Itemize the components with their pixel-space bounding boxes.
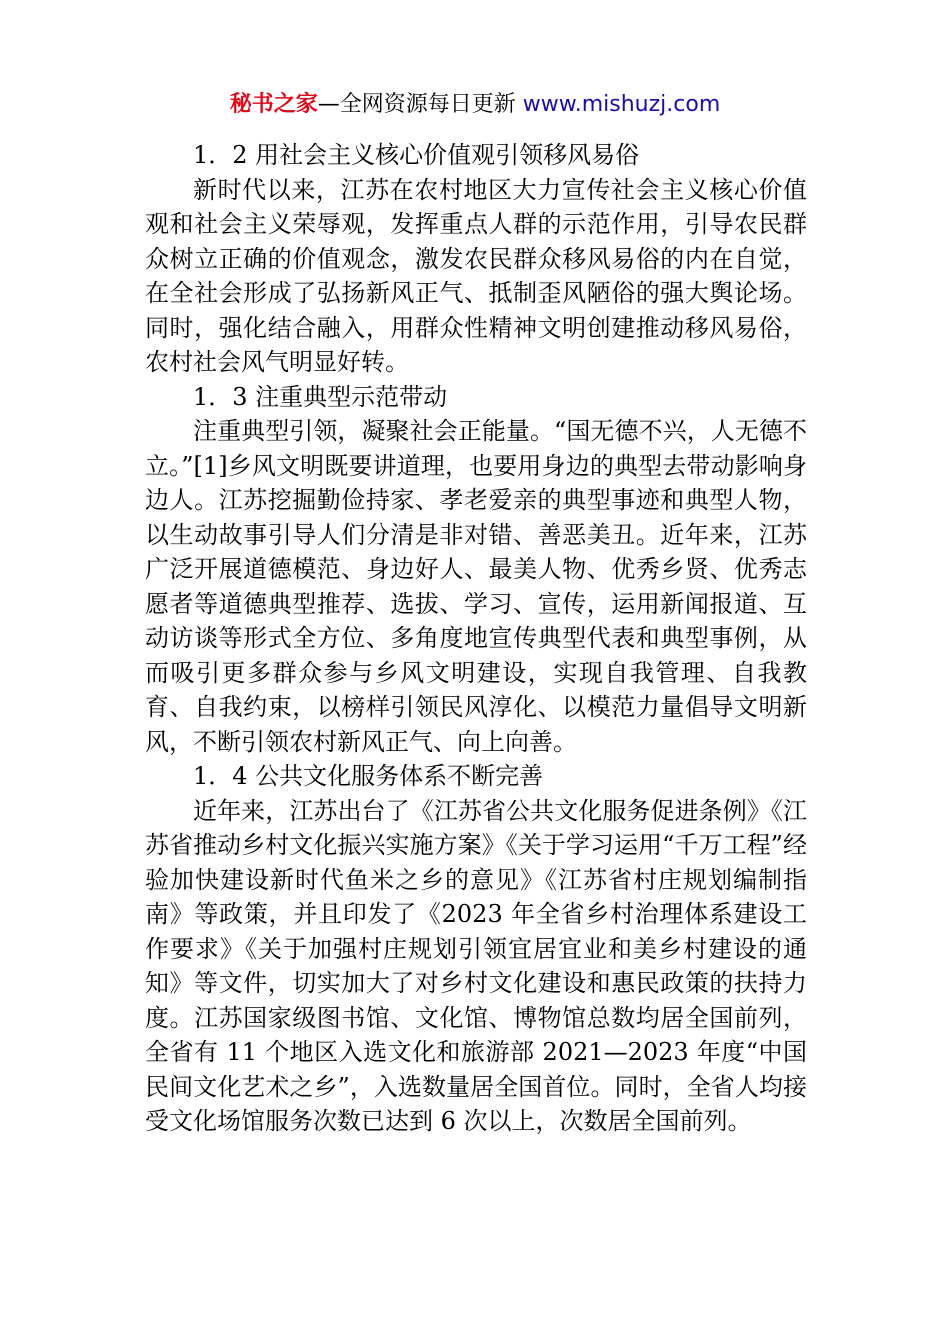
- section-heading-1-3: 1．3 注重典型示范带动: [193, 382, 448, 411]
- paragraph-1-4: 近年来，江苏出台了《江苏省公共文化服务促进条例》《江苏省推动乡村文化振兴实施方案》《关于学习运用“千万工程”经验加快建设新时代鱼米之乡的意见》《江苏省村庄规划编制指南》等政策，并且印发了《2023 年全省乡村治理体系建设工作要求》《关于加强村庄规划引领宜居宜业和美乡村建设的通知》等文件，切实加大了对乡村文化建设和惠民政策的扶持力度。江苏国家级图书馆、文化馆、博物馆总数均居全国前列，全省有 11 个地区入选文化和旅游部 2021—2023 年度“中国民间文化艺术之乡”，入选数量居全国首位。同时，全省人均接受文化场馆服务次数已达到 6 次以上，次数居全国前列。: [145, 796, 807, 1135]
- brand-name: 秘书之家: [229, 92, 318, 117]
- paragraph-1-2: 新时代以来，江苏在农村地区大力宣传社会主义核心价值观和社会主义荣辱观，发挥重点人群的示范作用，引导农民群众树立正确的价值观念，激发农民群众移风易俗的内在自觉，在全社会形成了弘扬新风正气、抵制歪风陋俗的强大舆论场。同时，强化结合融入，用群众性精神文明创建推动移风易俗，农村社会风气明显好转。: [145, 175, 807, 376]
- paragraph-1-3: 注重典型引领，凝聚社会正能量。“国无德不兴，人无德不立。”[1]乡风文明既要讲道理，也要用身边的典型去带动影响身边人。江苏挖掘勤俭持家、孝老爱亲的典型事迹和典型人物，以生动故事引导人们分清是非对错、善恶美丑。近年来，江苏广泛开展道德模范、身边好人、最美人物、优秀乡贤、优秀志愿者等道德典型推荐、选拔、学习、宣传，运用新闻报道、互动访谈等形式全方位、多角度地宣传典型代表和典型事例，从而吸引更多群众参与乡风文明建设，实现自我管理、自我教育、自我约束，以榜样引领民风淳化、以模范力量倡导文明新风，不断引领农村新风正气、向上向善。: [145, 417, 807, 756]
- site-url-link[interactable]: www.mishuzj.com: [522, 92, 721, 117]
- site-header: [0, 88, 950, 122]
- section-heading-1-2: 1．2 用社会主义核心价值观引领移风易俗: [193, 141, 640, 169]
- header-tagline: —全网资源每日更新: [317, 92, 516, 117]
- document-body: [145, 138, 807, 1139]
- section-heading-1-4: 1．4 公共文化服务体系不断完善: [193, 762, 544, 790]
